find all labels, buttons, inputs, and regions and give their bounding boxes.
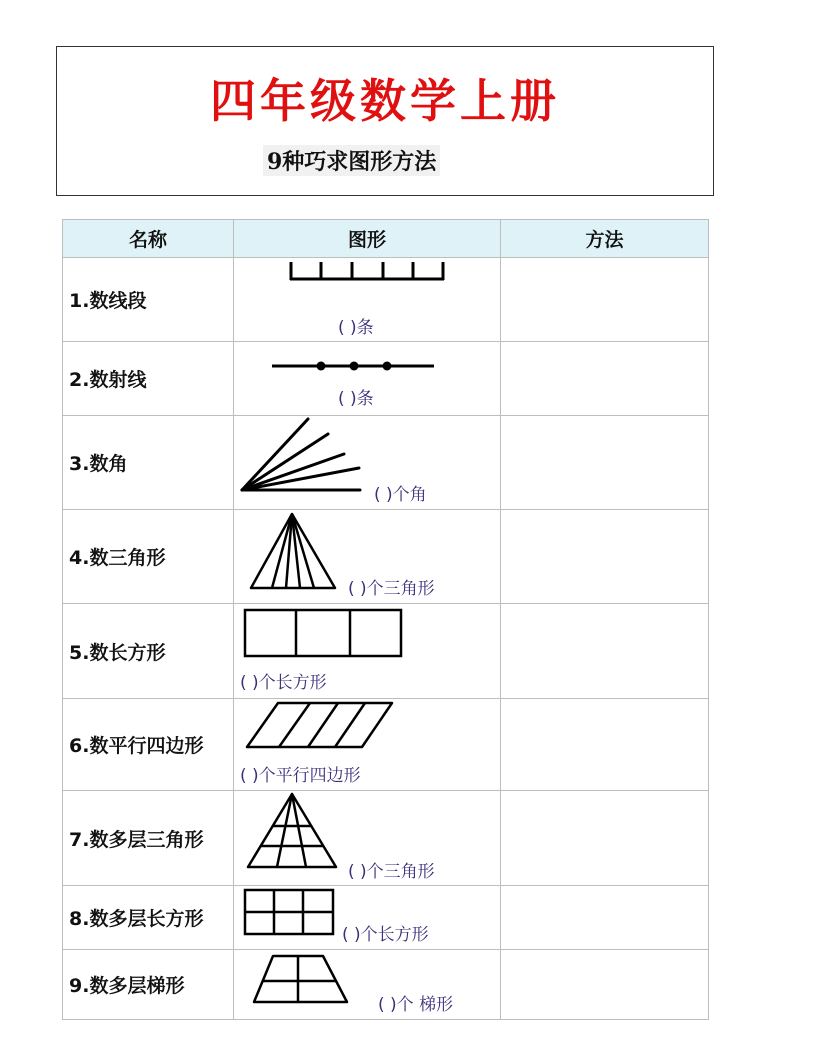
table-row — [63, 342, 709, 416]
row-name: 5.数长方形 — [63, 604, 234, 699]
answer-caption: ( )个长方形 — [240, 673, 327, 693]
header-name: 名称 — [63, 220, 234, 258]
figure-cell — [234, 258, 501, 342]
answer-caption: ( )条 — [338, 389, 374, 409]
table-row — [63, 950, 709, 1020]
table-header-row — [63, 220, 709, 258]
figure-methods-table — [62, 219, 709, 1020]
figure-cell — [234, 886, 501, 950]
table-row — [63, 699, 709, 791]
row-name: 4.数三角形 — [63, 510, 234, 604]
page-subtitle: 9种巧求图形方法 — [263, 145, 440, 176]
row-name: 7.数多层三角形 — [63, 791, 234, 886]
answer-caption: ( )个角 — [374, 485, 427, 505]
row-name: 9.数多层梯形 — [63, 950, 234, 1020]
method-cell — [501, 950, 709, 1020]
header-method: 方法 — [501, 220, 709, 258]
figure-cell — [234, 699, 501, 791]
row-name: 6.数平行四边形 — [63, 699, 234, 791]
figure-cell — [234, 791, 501, 886]
answer-caption: ( )个 梯形 — [378, 995, 454, 1015]
table-row — [63, 791, 709, 886]
answer-caption: ( )个平行四边形 — [240, 766, 361, 786]
figure-cell — [234, 604, 501, 699]
answer-caption: ( )个三角形 — [348, 579, 435, 599]
figure-cell — [234, 342, 501, 416]
table-row — [63, 604, 709, 699]
page-title: 四年级数学上册 — [210, 74, 560, 128]
method-cell — [501, 342, 709, 416]
row-name: 2.数射线 — [63, 342, 234, 416]
method-cell — [501, 510, 709, 604]
method-cell — [501, 791, 709, 886]
title-box — [56, 46, 714, 196]
table-row — [63, 258, 709, 342]
figure-cell — [234, 510, 501, 604]
table-row — [63, 416, 709, 510]
header-figure: 图形 — [234, 220, 501, 258]
row-name: 3.数角 — [63, 416, 234, 510]
method-cell — [501, 416, 709, 510]
row-name: 1.数线段 — [63, 258, 234, 342]
row-name: 8.数多层长方形 — [63, 886, 234, 950]
table-row — [63, 510, 709, 604]
method-cell — [501, 886, 709, 950]
method-cell — [501, 604, 709, 699]
angle-figure — [234, 416, 501, 510]
figure-cell — [234, 950, 501, 1020]
answer-caption: ( )个三角形 — [348, 862, 435, 882]
figure-cell — [234, 416, 501, 510]
method-cell — [501, 258, 709, 342]
answer-caption: ( )条 — [338, 318, 374, 338]
answer-caption: ( )个长方形 — [342, 925, 429, 945]
layered-trapezoid-figure — [234, 950, 501, 1020]
table-row — [63, 886, 709, 950]
method-cell — [501, 699, 709, 791]
